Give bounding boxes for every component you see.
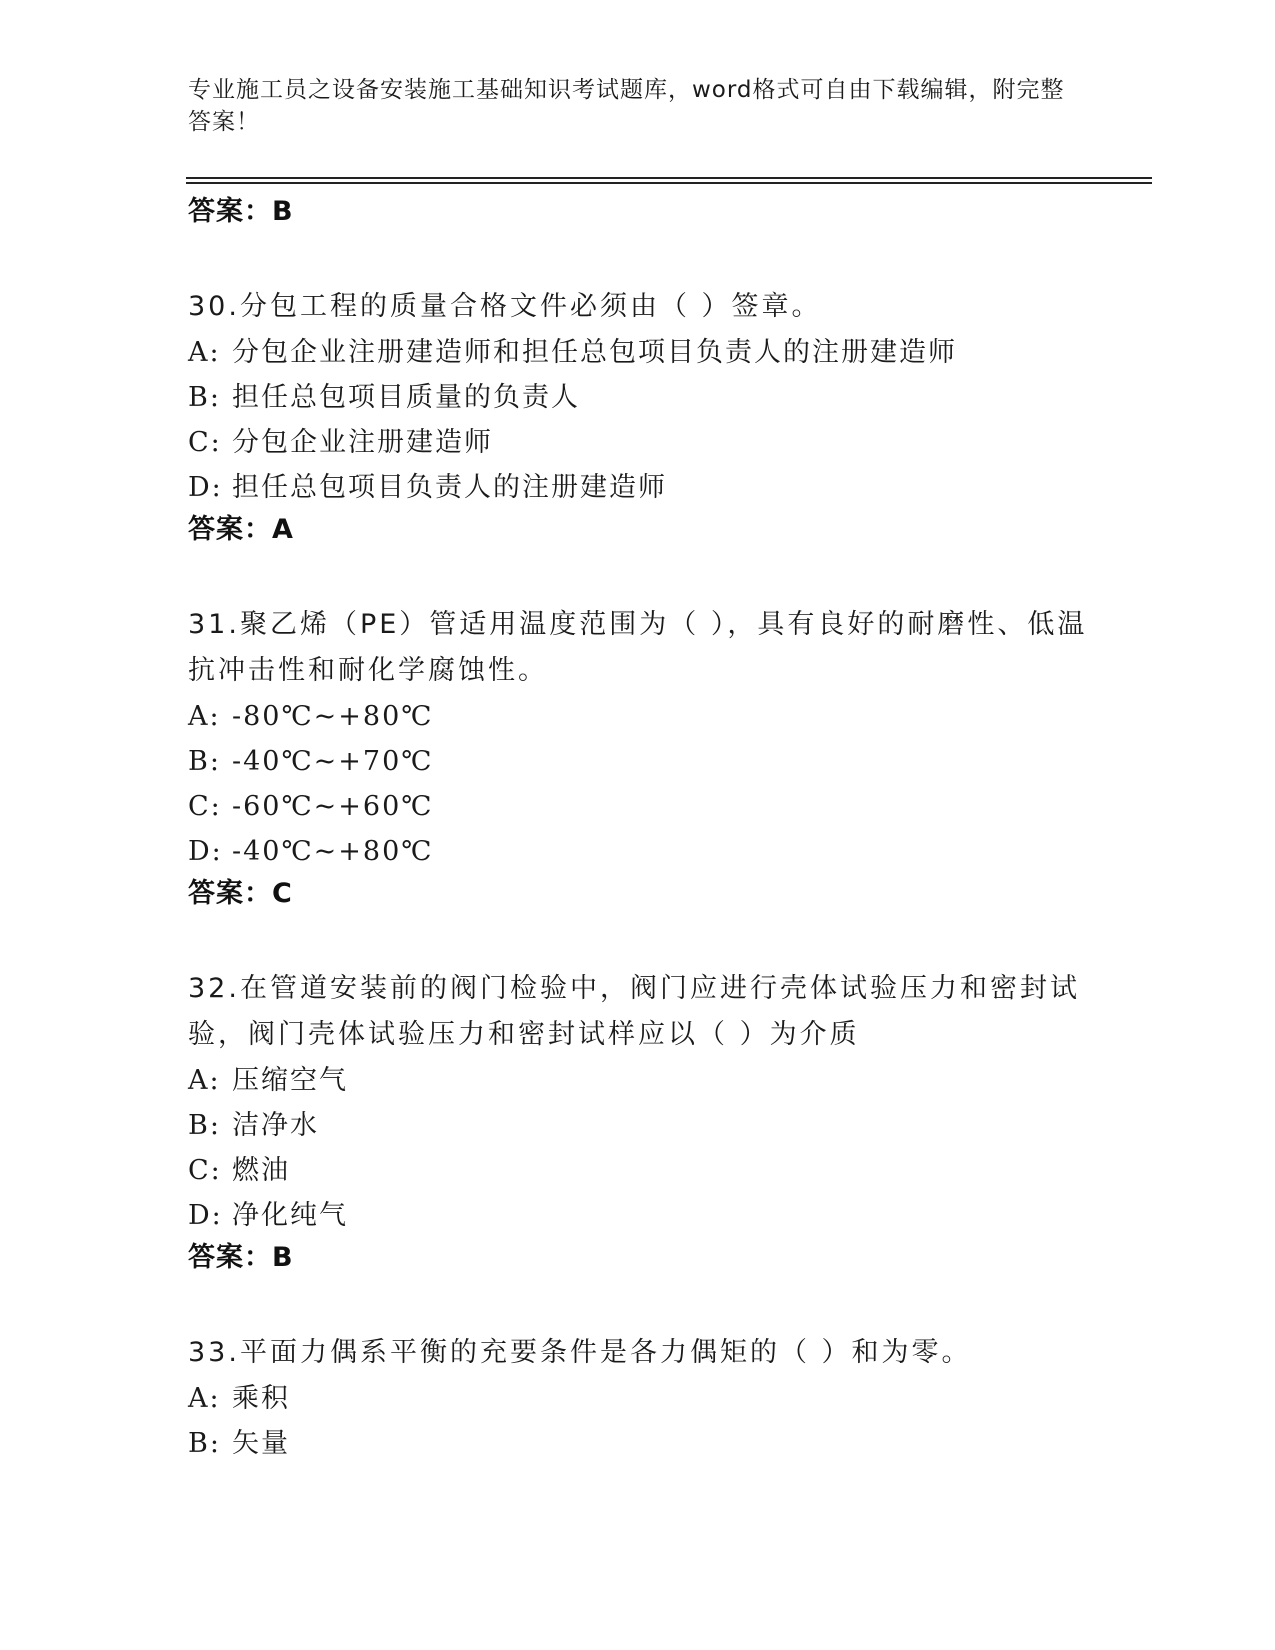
option-text: -80℃~+80℃ — [232, 701, 434, 732]
question-title: 31.聚乙烯（PE）管适用温度范围为（ ），具有良好的耐磨性、低温抗冲击性和耐化学腐蚀性。 — [188, 609, 1088, 686]
question-33 — [188, 1330, 1088, 1466]
option-text: 分包企业注册建造师 — [232, 427, 493, 458]
option-d — [188, 1193, 1088, 1238]
option-label: B: — [188, 1110, 221, 1141]
option-text: 担任总包项目质量的负责人 — [232, 382, 580, 413]
option-d — [188, 465, 1088, 510]
option-c — [188, 784, 1088, 829]
answer-line: 答案：B — [188, 1242, 294, 1273]
option-label: B: — [188, 382, 221, 413]
option-b — [188, 1103, 1088, 1148]
option-text: 担任总包项目负责人的注册建造师 — [232, 472, 667, 503]
answer-line: 答案：C — [188, 878, 293, 909]
option-a — [188, 694, 1088, 739]
option-a — [188, 330, 1088, 375]
option-b — [188, 375, 1088, 420]
option-b — [188, 1421, 1088, 1466]
option-label: A: — [188, 1383, 221, 1414]
option-d — [188, 829, 1088, 874]
option-text: 矢量 — [232, 1428, 290, 1459]
header-rule-top — [186, 177, 1152, 179]
question-list — [188, 192, 1088, 1466]
option-label: D: — [188, 836, 223, 867]
option-text: 净化纯气 — [232, 1200, 348, 1231]
question-title: 30.分包工程的质量合格文件必须由（ ）签章。 — [188, 291, 822, 322]
answer-line: 答案：A — [188, 514, 294, 545]
question-title: 33.平面力偶系平衡的充要条件是各力偶矩的（ ）和为零。 — [188, 1337, 972, 1368]
option-c — [188, 420, 1088, 465]
header-rule-bottom — [186, 182, 1152, 184]
option-label: A: — [188, 701, 221, 732]
option-label: B: — [188, 746, 221, 777]
option-label: A: — [188, 337, 221, 368]
option-label: D: — [188, 1200, 223, 1231]
option-label: D: — [188, 472, 223, 503]
option-text: -40℃~+80℃ — [232, 836, 434, 867]
answer-line-29: 答案：B — [188, 196, 294, 227]
option-label: C: — [188, 427, 222, 458]
question-30 — [188, 284, 1088, 554]
option-text: 分包企业注册建造师和担任总包项目负责人的注册建造师 — [232, 337, 957, 368]
question-31 — [188, 602, 1088, 918]
option-text: -40℃~+70℃ — [232, 746, 434, 777]
question-32 — [188, 966, 1088, 1282]
option-text: 燃油 — [232, 1155, 290, 1186]
option-label: C: — [188, 791, 222, 822]
option-text: 乘积 — [232, 1383, 290, 1414]
option-a — [188, 1058, 1088, 1103]
option-b — [188, 739, 1088, 784]
option-a — [188, 1376, 1088, 1421]
document-header: 专业施工员之设备安装施工基础知识考试题库，word格式可自由下载编辑，附完整答案！ — [188, 77, 1065, 135]
option-label: C: — [188, 1155, 222, 1186]
question-title: 32.在管道安装前的阀门检验中，阀门应进行壳体试验压力和密封试验，阀门壳体试验压力和密封试样应以（ ）为介质 — [188, 973, 1080, 1050]
option-label: A: — [188, 1065, 221, 1096]
option-text: 洁净水 — [232, 1110, 319, 1141]
option-text: 压缩空气 — [232, 1065, 348, 1096]
option-c — [188, 1148, 1088, 1193]
option-label: B: — [188, 1428, 221, 1459]
option-text: -60℃~+60℃ — [232, 791, 434, 822]
